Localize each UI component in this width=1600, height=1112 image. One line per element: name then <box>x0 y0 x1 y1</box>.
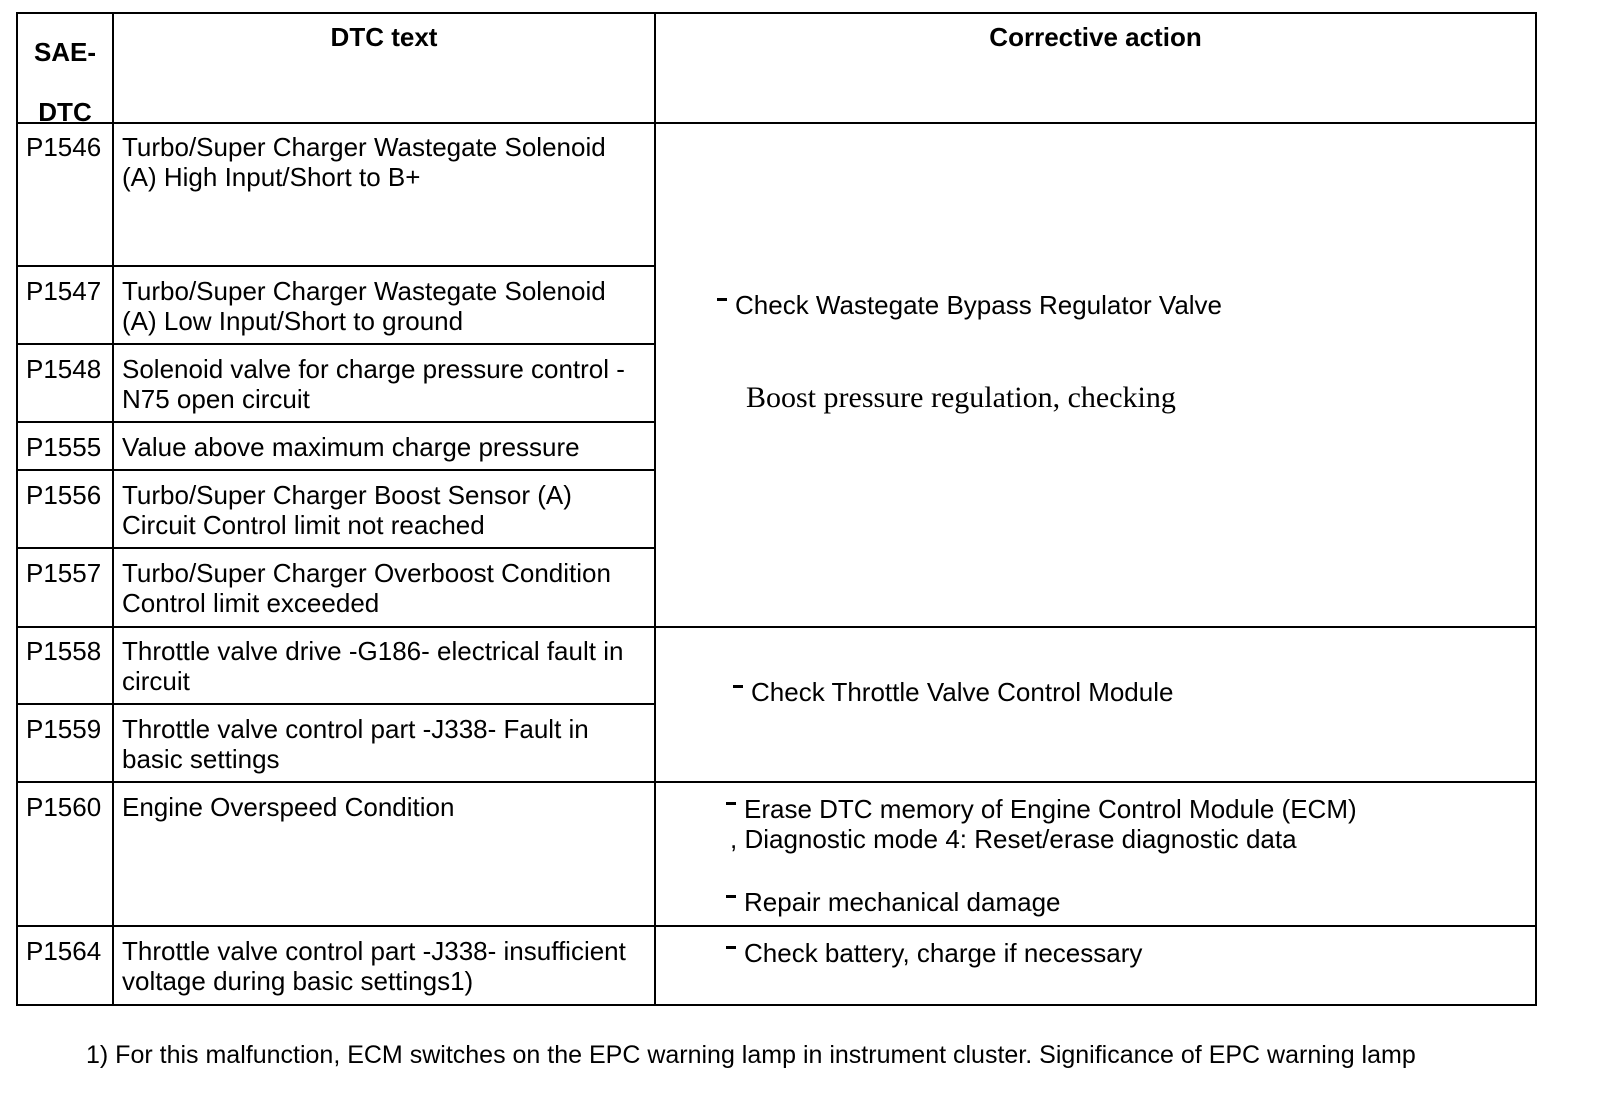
dtc-code: P1547 <box>26 276 102 306</box>
dtc-text: Throttle valve drive -G186- electrical fault in circuit <box>122 636 624 696</box>
dtc-text: Turbo/Super Charger Wastegate Solenoid (A) Low Input/Short to ground <box>122 276 606 336</box>
action-check-battery: Check battery, charge if necessary <box>726 938 1142 968</box>
row-divider-group-2 <box>16 781 1537 783</box>
dash-bullet-icon <box>726 946 736 949</box>
dtc-code: P1559 <box>26 714 102 744</box>
dtc-text: Value above maximum charge pressure <box>122 432 580 462</box>
column-divider-1 <box>112 12 114 1006</box>
table-border-left <box>16 12 18 1006</box>
dtc-code: P1546 <box>26 132 102 162</box>
row-divider <box>16 421 656 423</box>
dash-bullet-icon <box>717 298 727 301</box>
dtc-code: P1556 <box>26 480 102 510</box>
dtc-text: Solenoid valve for charge pressure control - N75 open circuit <box>122 354 625 414</box>
row-divider-group-1 <box>16 626 1537 628</box>
row-divider <box>16 703 656 705</box>
dash-bullet-icon <box>733 685 743 688</box>
dash-bullet-icon <box>726 802 736 805</box>
row-divider <box>16 265 656 267</box>
action-repair-damage: Repair mechanical damage <box>726 887 1061 917</box>
header-sae-dtc: SAE- DTC <box>33 37 97 127</box>
action-erase-dtc: Erase DTC memory of Engine Control Module (ECM) , Diagnostic mode 4: Reset/erase diagnostic data <box>726 794 1357 854</box>
action-check-throttle: Check Throttle Valve Control Module <box>733 677 1173 707</box>
dtc-code: P1558 <box>26 636 102 666</box>
dtc-text: Throttle valve control part -J338- Fault in basic settings <box>122 714 589 774</box>
dtc-text: Turbo/Super Charger Boost Sensor (A) Circuit Control limit not reached <box>122 480 572 540</box>
table-border-right <box>1535 12 1537 1006</box>
table-border-bottom <box>16 1004 1537 1006</box>
dtc-code: P1557 <box>26 558 102 588</box>
header-dtc-text: DTC text <box>330 22 438 52</box>
row-divider <box>16 469 656 471</box>
row-divider <box>16 547 656 549</box>
dtc-code: P1564 <box>26 936 102 966</box>
dtc-text: Turbo/Super Charger Wastegate Solenoid (A) High Input/Short to B+ <box>122 132 606 192</box>
dtc-code: P1555 <box>26 432 102 462</box>
row-divider-header <box>16 122 1537 124</box>
row-divider-group-3 <box>16 925 1537 927</box>
action-check-wastegate: Check Wastegate Bypass Regulator Valve <box>717 290 1222 320</box>
footnote: 1) For this malfunction, ECM switches on the EPC warning lamp in instrument cluster. Significance of EPC warning lamp <box>86 1041 1416 1069</box>
header-corrective-action: Corrective action <box>989 22 1202 52</box>
dtc-text: Engine Overspeed Condition <box>122 792 455 822</box>
boost-pressure-reference: Boost pressure regulation, checking <box>746 381 1176 414</box>
column-divider-2 <box>654 12 656 1006</box>
dtc-code: P1548 <box>26 354 102 384</box>
row-divider <box>16 343 656 345</box>
table-border-top <box>16 12 1537 14</box>
dtc-text: Turbo/Super Charger Overboost Condition Control limit exceeded <box>122 558 611 618</box>
dash-bullet-icon <box>726 895 736 898</box>
dtc-code: P1560 <box>26 792 102 822</box>
dtc-text: Throttle valve control part -J338- insufficient voltage during basic settings1) <box>122 936 626 996</box>
